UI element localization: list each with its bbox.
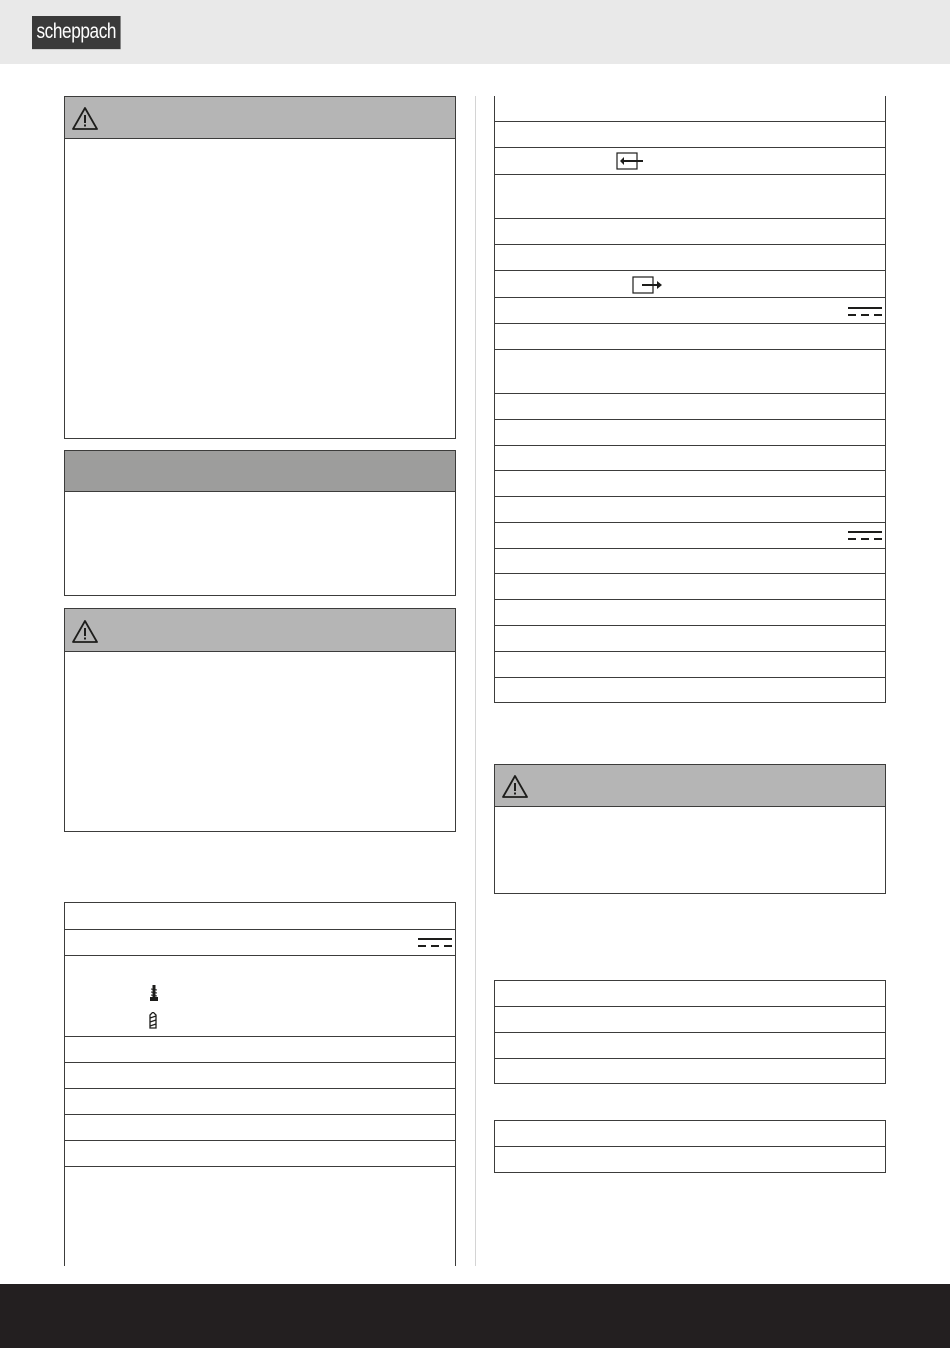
- table-row: [65, 1036, 455, 1062]
- arrow-in-box-icon: [616, 152, 644, 170]
- table-row: [495, 496, 885, 522]
- warning-triangle-icon: [501, 774, 529, 799]
- table-row: [495, 297, 885, 323]
- table-row: [495, 981, 885, 1006]
- table-row: [495, 677, 885, 702]
- page-footer: [0, 1284, 950, 1348]
- technical-data-table-continued: [494, 96, 886, 703]
- warning-box-2: [64, 608, 456, 832]
- vibration-values-table: [494, 1120, 886, 1173]
- table-row: [495, 218, 885, 244]
- table-row: [65, 1088, 455, 1114]
- noise-values-table: [494, 980, 886, 1084]
- technical-data-table: [64, 902, 456, 1266]
- table-row: [65, 903, 455, 929]
- table-row: [495, 419, 885, 445]
- table-row: [495, 573, 885, 599]
- drill-bit-icon: [149, 1012, 157, 1030]
- table-row: [65, 955, 455, 1036]
- table-row: [495, 121, 885, 147]
- note-box-header: [65, 451, 455, 492]
- table-row: [495, 1006, 885, 1032]
- column-divider: [475, 96, 476, 1266]
- dc-current-symbol-icon: [418, 937, 452, 949]
- warning-box-header: [65, 97, 455, 139]
- table-row: [65, 1140, 455, 1166]
- table-row: [495, 599, 885, 625]
- table-row: [495, 1121, 885, 1146]
- table-row: [495, 445, 885, 470]
- table-row: [495, 96, 885, 121]
- table-row: [495, 522, 885, 548]
- table-row: [65, 1114, 455, 1140]
- warning-box-header: [65, 609, 455, 652]
- table-row: [495, 1146, 885, 1172]
- table-row: [495, 323, 885, 349]
- table-row: [65, 929, 455, 955]
- table-row: [495, 147, 885, 174]
- table-row: [495, 1032, 885, 1058]
- table-row: [495, 174, 885, 218]
- table-row: [495, 270, 885, 297]
- table-row: [495, 393, 885, 419]
- warning-triangle-icon: [71, 106, 99, 131]
- note-box: [64, 450, 456, 596]
- screw-icon: [149, 985, 159, 1003]
- table-row: [495, 548, 885, 573]
- dc-current-symbol-icon: [848, 530, 882, 542]
- table-row: [495, 1058, 885, 1083]
- arrow-out-box-icon: [632, 276, 664, 294]
- table-row: [495, 244, 885, 270]
- warning-box-3: [494, 764, 886, 894]
- table-row: [65, 1062, 455, 1088]
- table-row: [495, 651, 885, 677]
- table-row: [65, 1166, 455, 1242]
- table-row: [495, 349, 885, 393]
- warning-box-header: [495, 765, 885, 807]
- table-row: [495, 625, 885, 651]
- warning-box-1: [64, 96, 456, 439]
- table-row: [495, 470, 885, 496]
- dc-current-symbol-icon: [848, 306, 882, 318]
- page-header: [0, 0, 950, 64]
- scheppach-logo: scheppach: [32, 16, 121, 50]
- warning-triangle-icon: [71, 619, 99, 644]
